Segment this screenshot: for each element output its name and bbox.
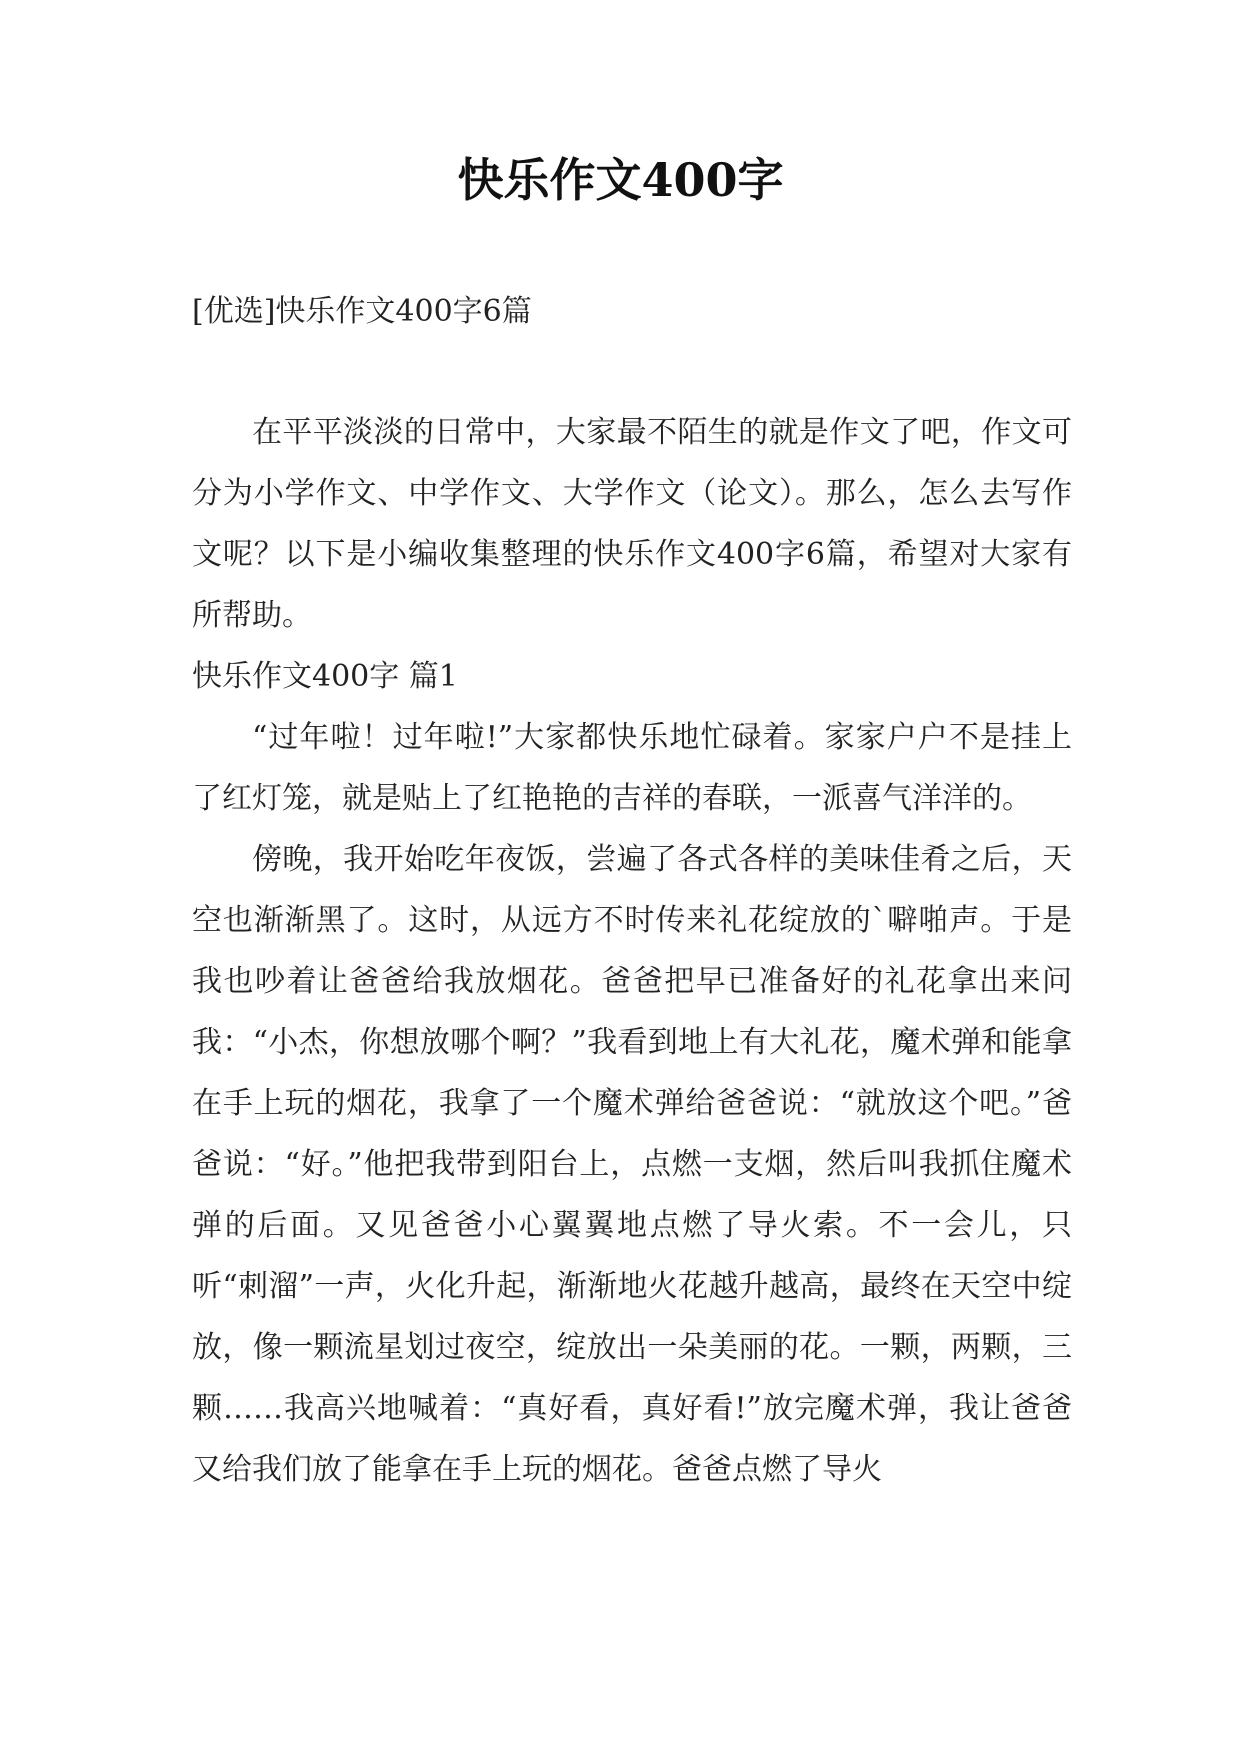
document-body xyxy=(192,402,1072,1500)
document-title: 快乐作文400字 xyxy=(457,153,784,207)
section-paragraph-1: “过年啦！过年啦!”大家都快乐地忙碌着。家家户户不是挂上了红灯笼，就是贴上了红艳艳的吉祥的春联，一派喜气洋洋的。 xyxy=(192,720,1072,816)
section-paragraph-2: 傍晚，我开始吃年夜饭，尝遍了各式各样的美味佳肴之后，天空也渐渐黑了。这时，从远方不时传来礼花绽放的`噼啪声。于是我也吵着让爸爸给我放烟花。爸爸把早已准备好的礼花拿出来问我：“小杰，你想放哪个啊？”我看到地上有大礼花，魔术弹和能拿在手上玩的烟花，我拿了一个魔术弹给爸爸说：“就放这个吧。”爸爸说：“好。”他把我带到阳台上，点燃一支烟，然后叫我抓住魔术弹的后面。又见爸爸小心翼翼地点燃了导火索。不一会儿，只听“刺溜”一声，火化升起，渐渐地火花越升越高，最终在天空中绽放，像一颗流星划过夜空，绽放出一朵美丽的花。一颗，两颗，三颗……我高兴地喊着：“真好看，真好看!”放完魔术弹，我让爸爸又给我们放了能拿在手上玩的烟花。爸爸点燃了导火 xyxy=(192,842,1072,1487)
section-heading: 快乐作文400字 篇1 xyxy=(192,659,458,694)
intro-paragraph: 在平平淡淡的日常中，大家最不陌生的就是作文了吧，作文可分为小学作文、中学作文、大学作文（论文）。那么，怎么去写作文呢？以下是小编收集整理的快乐作文400字6篇，希望对大家有所帮助。 xyxy=(192,415,1072,633)
document-subtitle: [优选]快乐作文400字6篇 xyxy=(192,294,532,329)
